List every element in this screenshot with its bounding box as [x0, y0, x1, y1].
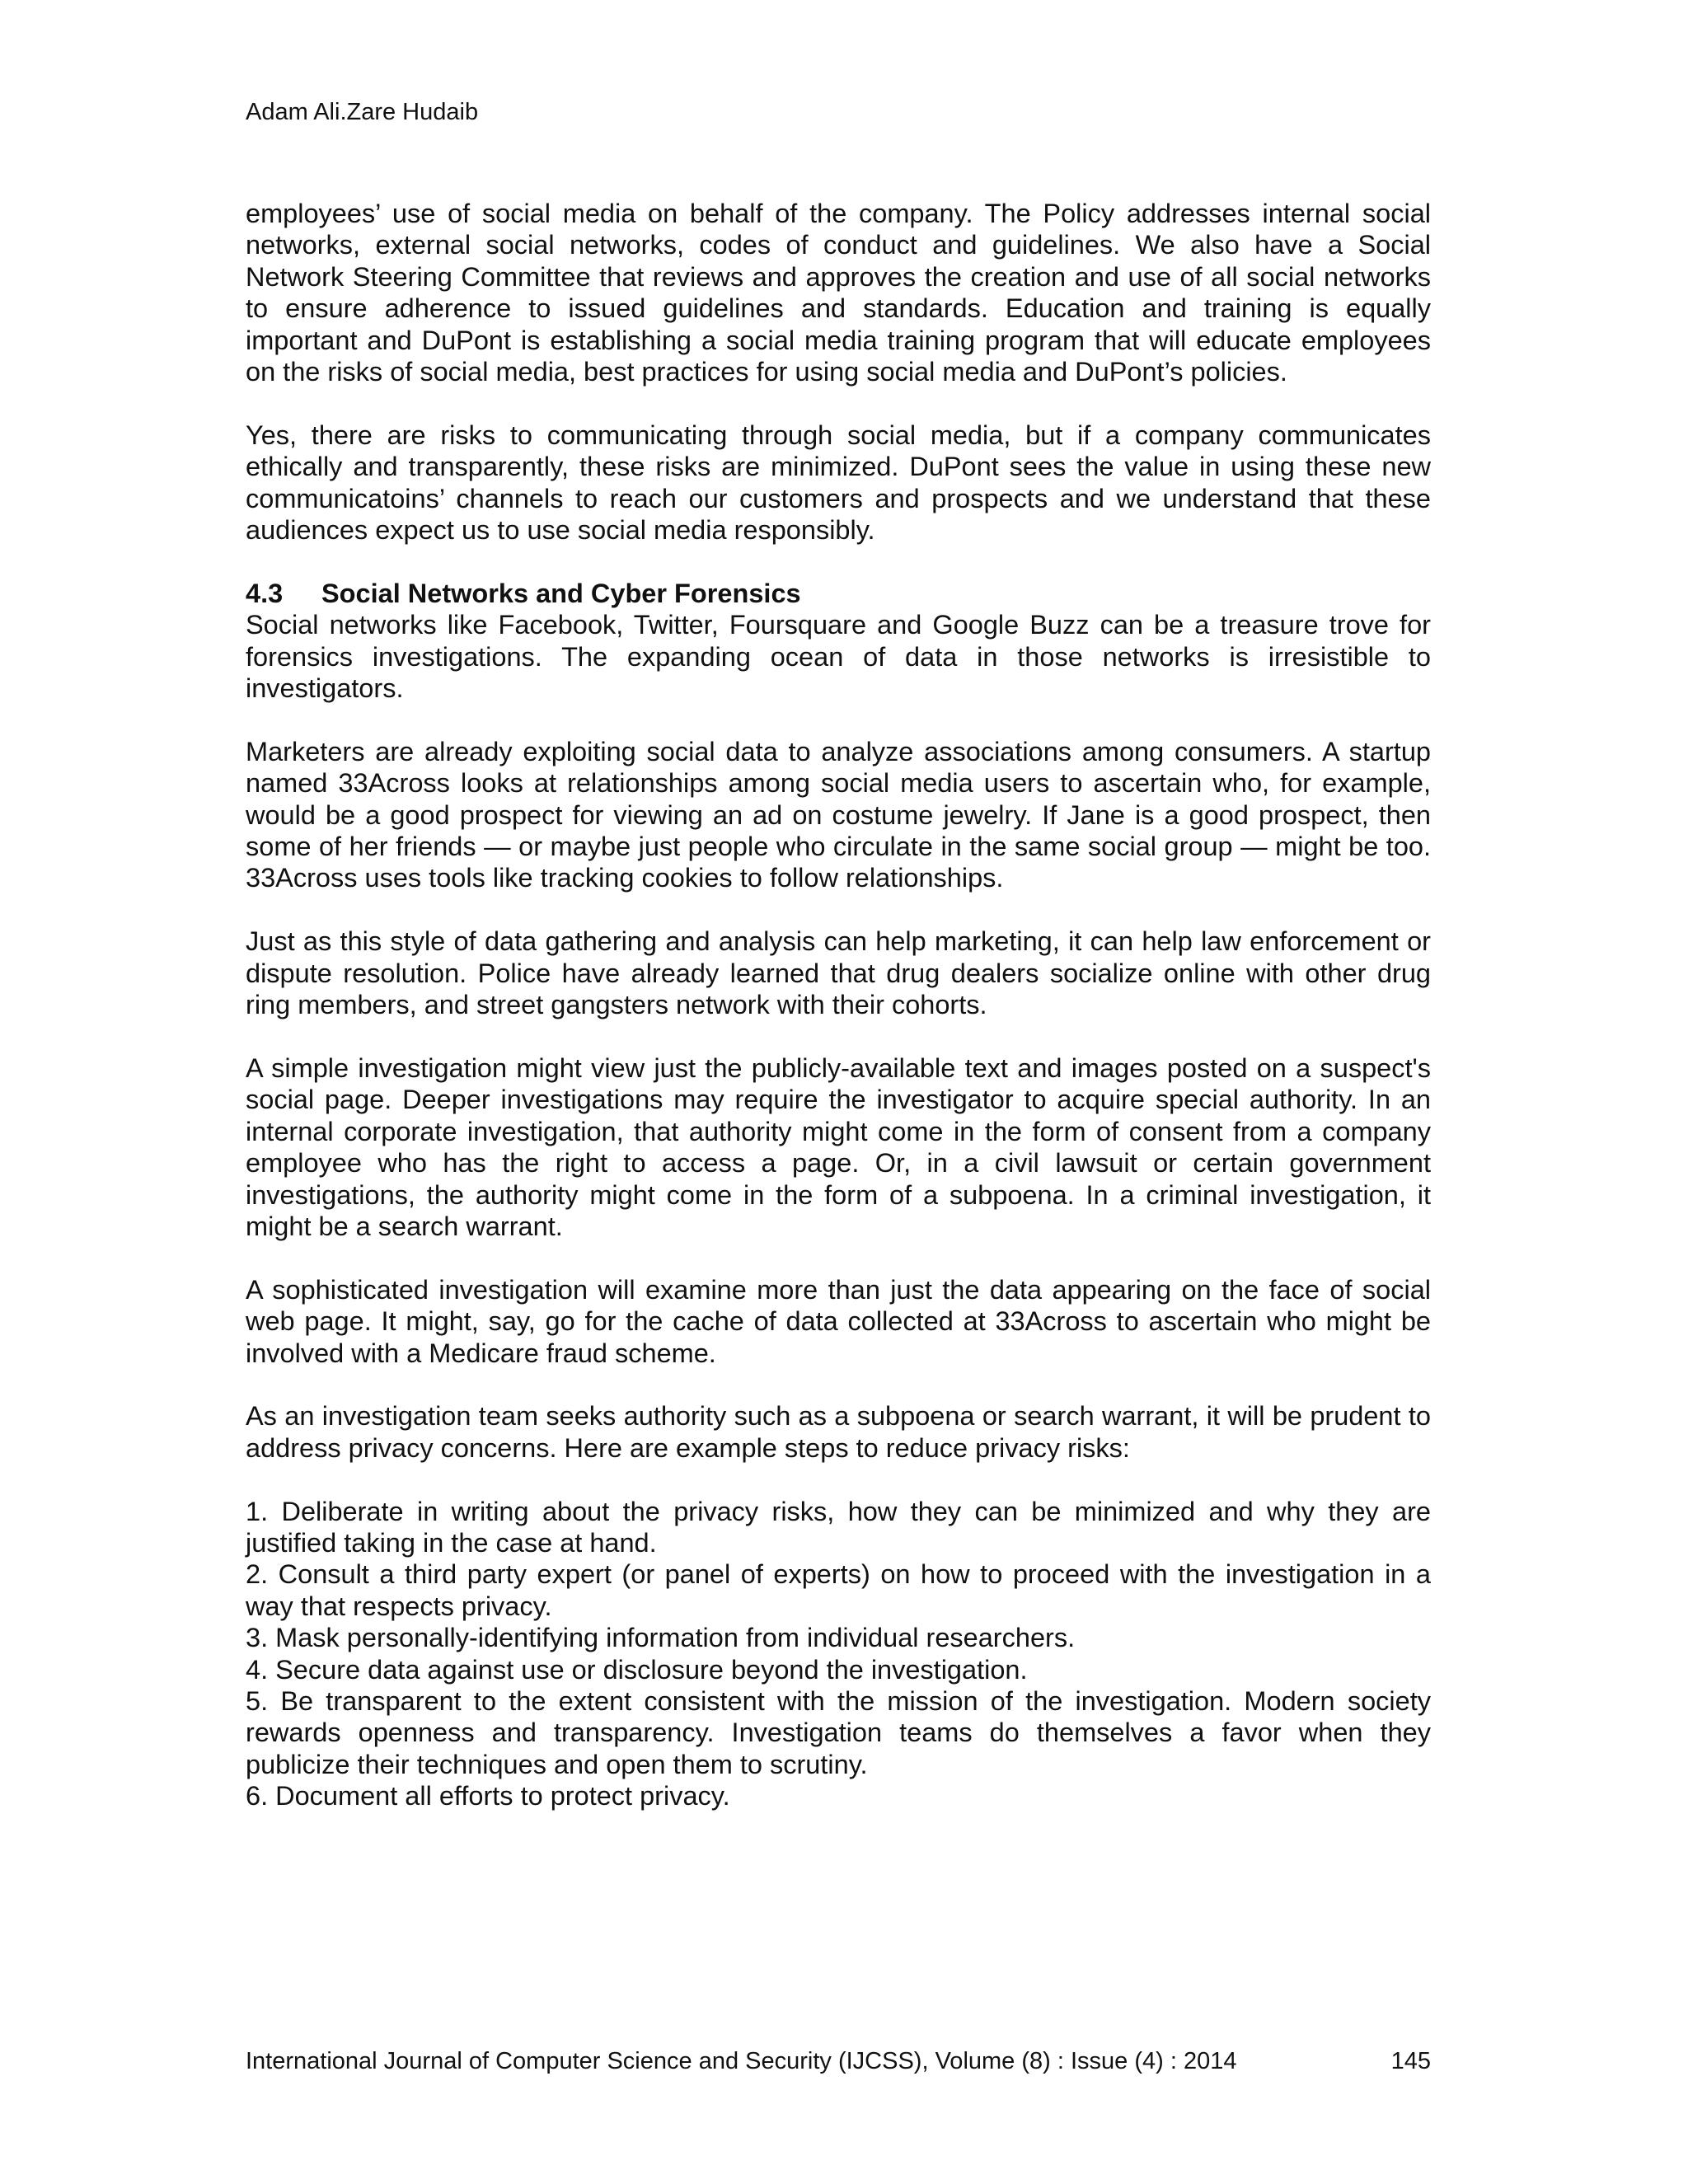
paragraph: Social networks like Facebook, Twitter, Foursquare and Google Buzz can be a treasure trove for forensics investigations. The expanding ocean of data in those networks is irresistible to investigators. [246, 610, 1431, 704]
footer-journal-citation: International Journal of Computer Science and Security (IJCSS), Volume (8) : Issue (4) : 2014 [246, 2048, 1237, 2074]
list-item: 5. Be transparent to the extent consistent with the mission of the investigation. Modern society rewards openness and transparency. Investigation teams do themselves a favor when they publicize their techniques and open them to scrutiny. [246, 1685, 1431, 1779]
paragraph: employees’ use of social media on behalf of the company. The Policy addresses internal social networks, external social networks, codes of conduct and guidelines. We also have a Social Network Steering Committee that reviews and approves the creation and use of all social networks to ensure adherence to issued guidelines and standards. Education and training is equally important and DuPont is establishing a social media training program that will educate employees on the risks of social media, best practices for using social media and DuPont’s policies. [246, 199, 1431, 387]
privacy-steps-list [246, 1496, 1431, 1812]
list-item: 6. Document all efforts to protect privacy. [246, 1781, 730, 1811]
paragraph: Marketers are already exploiting social data to analyze associations among consumers. A startup named 33Across looks at relationships among social media users to ascertain who, for example, would be a good prospect for viewing an ad on costume jewelry. If Jane is a good prospect, then some of her friends — or maybe just people who circulate in the same social group — might be too. 33Across uses tools like tracking cookies to follow relationships. [246, 736, 1431, 893]
list-item: 3. Mask personally-identifying information from individual researchers. [246, 1623, 1076, 1653]
paragraph: Just as this style of data gathering and analysis can help marketing, it can help law enforcement or dispute resolution. Police have already learned that drug dealers socialize online with other drug ring members, and street gangsters network with their cohorts. [246, 926, 1431, 1020]
paragraph: Yes, there are risks to communicating through social media, but if a company communicates ethically and transparently, these risks are minimized. DuPont sees the value in using these new communicatoins’ channels to reach our customers and prospects and we understand that these audiences expect us to use social media responsibly. [246, 419, 1431, 546]
running-header-author: Adam Ali.Zare Hudaib [246, 99, 479, 125]
paragraph: As an investigation team seeks authority such as a subpoena or search warrant, it will be prudent to address privacy concerns. Here are example steps to reduce privacy risks: [246, 1401, 1431, 1463]
list-item: 2. Consult a third party expert (or panel of experts) on how to proceed with the investigation in a way that respects privacy. [246, 1559, 1431, 1621]
section-title: Social Networks and Cyber Forensics [321, 578, 801, 608]
paragraph: A sophisticated investigation will examine more than just the data appearing on the face of social web page. It might, say, go for the cache of data collected at 33Across to ascertain who might be involved with a Medicare fraud scheme. [246, 1274, 1431, 1368]
paragraph: A simple investigation might view just the publicly-available text and images posted on a suspect's social page. Deeper investigations may require the investigator to acquire special authority. In an internal corporate investigation, that authority might come in the form of consent from a company employee who has the right to access a page. Or, in a civil lawsuit or certain government investigations, the authority might come in the form of a subpoena. In a criminal investigation, it might be a search warrant. [246, 1052, 1431, 1241]
page-number: 145 [1390, 2048, 1431, 2074]
main-content [246, 198, 1431, 1812]
section-number: 4.3 [246, 578, 284, 608]
section-heading [246, 578, 1431, 609]
list-item: 4. Secure data against use or disclosure beyond the investigation. [246, 1654, 1028, 1685]
list-item: 1. Deliberate in writing about the privacy risks, how they can be minimized and why they are justified taking in the case at hand. [246, 1496, 1431, 1558]
